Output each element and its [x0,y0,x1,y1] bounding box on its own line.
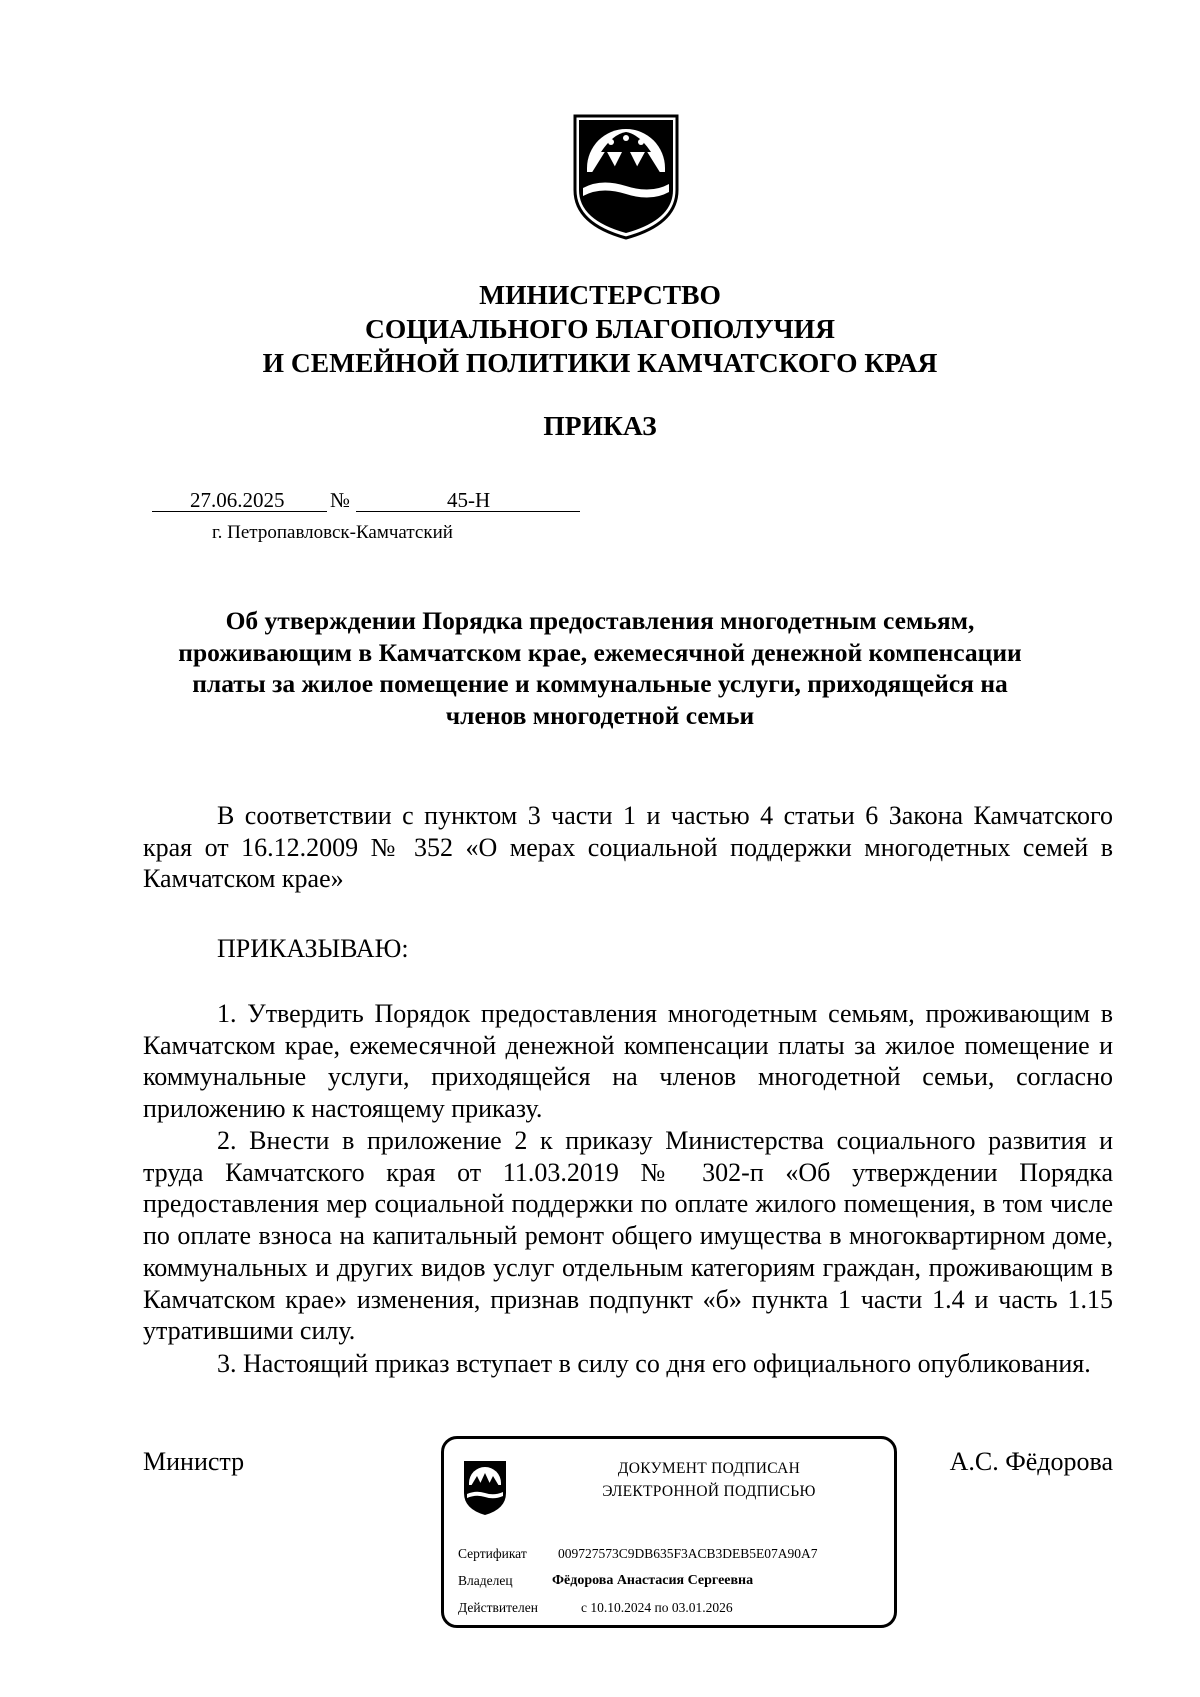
signatory-name: А.С. Фёдорова [949,1447,1113,1476]
coat-of-arms-emblem [571,112,681,242]
ministry-header [0,278,1200,380]
document-type-title: ПРИКАЗ [543,410,657,441]
ministry-line-3: И СЕМЕЙНОЙ ПОЛИТИКИ КАМЧАТСКОГО КРАЯ [262,347,938,378]
stamp-title-line-2: ЭЛЕКТРОННОЙ ПОДПИСЬЮ [602,1483,816,1500]
order-date: 27.06.2025 [190,488,285,512]
order-item-3: 3. Настоящий приказ вступает в силу со дня его официального опубликования. [217,1349,1091,1378]
subject-line-4: членов многодетной семьи [445,700,755,730]
subject-line-1: Об утверждении Порядка предоставления многодетным семьям, [225,606,975,635]
order-directive: ПРИКАЗЫВАЮ: [217,934,409,963]
certificate-row [458,1546,818,1562]
order-date-number-line [152,488,580,516]
validity-value: с 10.10.2024 по 03.01.2026 [581,1600,733,1615]
certificate-value: 009727573C9DB635F3ACB3DEB5E07A90A7 [558,1546,818,1561]
stamp-emblem-icon [462,1459,508,1517]
certificate-label: Сертификат [458,1546,527,1561]
intro-paragraph: В соответствии с пунктом 3 части 1 и частью 4 статьи 6 Закона Камчатского края от 16.12.2009 № 352 «О мерах социальной поддержки многодетных семей в Камчатском крае» [143,801,1113,894]
subject-line-3: платы за жилое помещение и коммунальные услуги, приходящейся на [192,669,1008,698]
order-item-1: 1. Утвердить Порядок предоставления многодетным семьям, проживающим в Камчатском крае, ежемесячной денежной компенсации платы за жилое помещение и коммунальные услуги, приходящейся на членов многодетной семьи, согласно приложению к настоящему приказу. [143,999,1113,1124]
owner-label: Владелец [458,1573,513,1588]
validity-label: Действителен [458,1600,538,1615]
order-number: 45-Н [447,488,491,512]
owner-value: Фёдорова Анастасия Сергеевна [552,1573,754,1588]
order-item-2: 2. Внести в приложение 2 к приказу Министерства социального развития и труда Камчатского края от 11.03.2019 № 302-п «Об утверждении Порядка предоставления мер социальной поддержки по оплате жилого помещения, в том числе по оплате взноса на капитальный ремонт общего имущества в многоквартирном доме, коммунальных и других видов услуг отдельным категориям граждан, проживающим в Камчатском крае» изменения, признав подпункт «б» пункта 1 части 1.4 и часть 1.15 утратившими силу. [143,1126,1113,1346]
electronic-signature-stamp [441,1436,897,1628]
stamp-title [534,1457,884,1503]
validity-row [458,1600,733,1616]
order-subject [0,605,1200,731]
stamp-title-line-1: ДОКУМЕНТ ПОДПИСАН [617,1460,801,1477]
signatory-position: Министр [143,1447,245,1476]
owner-row [458,1573,754,1589]
coat-of-arms-icon [571,112,681,242]
number-sign: № [330,488,351,512]
ministry-line-2: СОЦИАЛЬНОГО БЛАГОПОЛУЧИЯ [365,313,835,344]
subject-line-2: проживающим в Камчатском крае, ежемесячной денежной компенсации [178,637,1022,667]
city-name: г. Петропавловск-Камчатский [212,522,453,543]
ministry-line-1: МИНИСТЕРСТВО [479,279,721,310]
